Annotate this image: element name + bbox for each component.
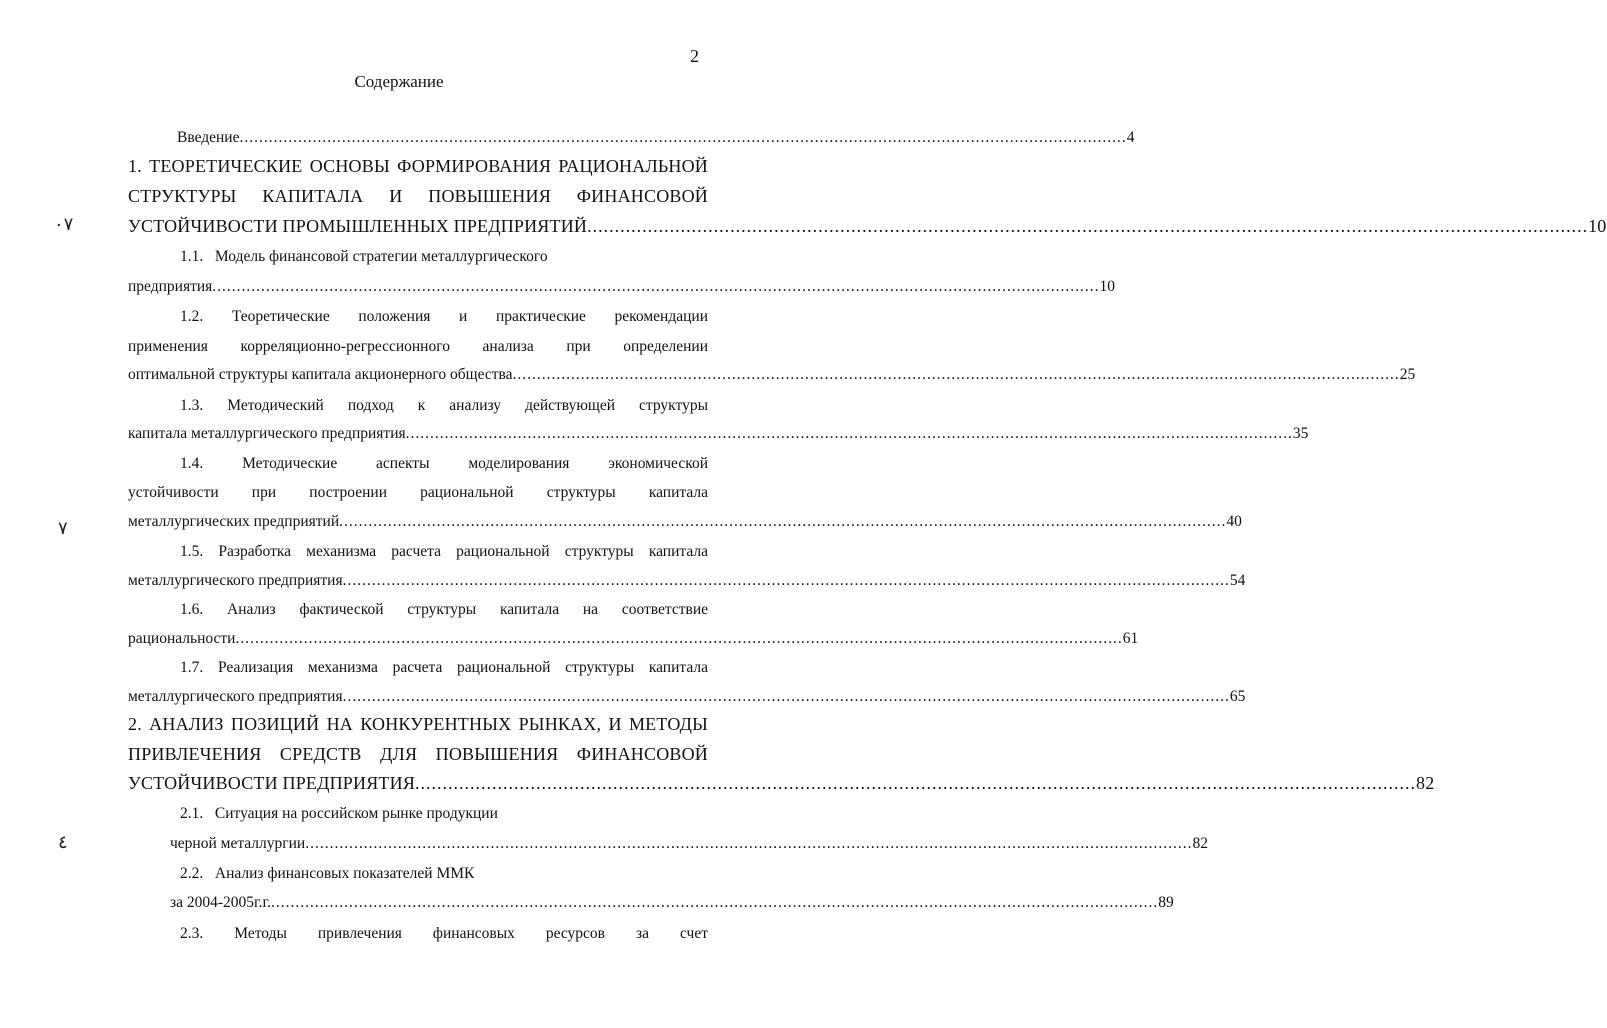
section-1-1-line-2 xyxy=(128,277,1116,297)
section-2-2-line-2 xyxy=(170,893,1174,913)
toc-page-number: 82 xyxy=(1192,835,1208,852)
chapter-1-heading-line-3 xyxy=(128,216,1607,236)
section-1-3-line-2 xyxy=(128,424,1309,444)
section-1-1-line-1: 1.1. Модель финансовой стратегии металлургического xyxy=(180,248,548,265)
toc-page-number: 10 xyxy=(1099,278,1116,295)
toc-page-number: 40 xyxy=(1226,513,1242,530)
toc-entry-text: за 2004-2005г.г. xyxy=(170,894,272,911)
section-1-4-line-2: устойчивости при построении рациональной структуры капитала xyxy=(128,484,708,501)
toc-entry-text: предприятия xyxy=(128,278,213,295)
toc-page-number: 89 xyxy=(1158,894,1174,911)
leader-dots: ...................................................................................................................................................................................... xyxy=(212,278,1100,295)
leader-dots: ...................................................................................................................................................................................... xyxy=(342,572,1230,589)
chapter-2-heading-line-3 xyxy=(128,773,1435,793)
chapter-1-heading-line-2: СТРУКТУРЫ КАПИТАЛА И ПОВЫШЕНИЯ ФИНАНСОВОЙ xyxy=(128,186,708,206)
section-1-7-line-1: 1.7. Реализация механизма расчета рациональной структуры капитала xyxy=(180,659,708,676)
section-1-4-line-3 xyxy=(128,512,1242,532)
toc-page-number: 25 xyxy=(1399,366,1416,383)
leader-dots: ...................................................................................................................................................................................... xyxy=(271,894,1159,911)
leader-dots: ...................................................................................................................................................................................... xyxy=(512,366,1400,383)
section-1-7-line-2 xyxy=(128,687,1246,707)
chapter-1-heading-line-1: 1. ТЕОРЕТИЧЕСКИЕ ОСНОВЫ ФОРМИРОВАНИЯ РАЦИОНАЛЬНОЙ xyxy=(128,156,708,176)
leader-dots: ...................................................................................................................................................................................... xyxy=(342,688,1230,705)
toc-page-number: 35 xyxy=(1292,425,1309,442)
section-2-1-line-2 xyxy=(170,834,1208,854)
toc-entry-text: УСТОЙЧИВОСТИ ПРЕДПРИЯТИЯ xyxy=(128,773,416,793)
section-2-2-line-1: 2.2. Анализ финансовых показателей ММК xyxy=(180,865,475,882)
toc-entry-text: рациональности xyxy=(128,630,236,647)
margin-mark: ٧ xyxy=(58,518,68,538)
leader-dots: ...................................................................................................................................................................................... xyxy=(587,216,1589,236)
toc-page-number: 61 xyxy=(1122,630,1139,647)
toc-entry-text: оптимальной структуры капитала акционерного общества xyxy=(128,366,513,383)
section-1-6-line-2 xyxy=(128,629,1139,649)
leader-dots: ...................................................................................................................................................................................... xyxy=(405,425,1293,442)
section-2-3-line-1: 2.3. Методы привлечения финансовых ресурсов за счет xyxy=(180,925,708,942)
leader-dots: ...................................................................................................................................................................................... xyxy=(239,129,1127,146)
toc-title: Содержание xyxy=(354,72,444,91)
toc-entry-text: УСТОЙЧИВОСТИ ПРОМЫШЛЕННЫХ ПРЕДПРИЯТИЙ xyxy=(128,216,588,236)
section-1-6-line-1: 1.6. Анализ фактической структуры капитала на соответствие xyxy=(180,601,708,618)
toc-entry-text: черной металлургии xyxy=(170,835,306,852)
section-1-2-line-1: 1.2. Теоретические положения и практические рекомендации xyxy=(180,308,708,325)
chapter-2-heading-line-2: ПРИВЛЕЧЕНИЯ СРЕДСТВ ДЛЯ ПОВЫШЕНИЯ ФИНАНСОВОЙ xyxy=(128,744,708,764)
toc-page-number: 54 xyxy=(1229,572,1246,589)
toc-page-number: 4 xyxy=(1126,129,1135,146)
toc-entry-text: металлургического предприятия xyxy=(128,688,343,705)
leader-dots: ...................................................................................................................................................................................... xyxy=(415,773,1417,793)
toc-entry-intro xyxy=(177,128,1135,148)
toc-page-number: 82 xyxy=(1416,773,1435,793)
toc-page-number: 10 xyxy=(1588,216,1607,236)
section-1-3-line-1: 1.3. Методический подход к анализу действующей структуры xyxy=(180,397,708,414)
section-1-5-line-2 xyxy=(128,571,1246,591)
section-1-2-line-3 xyxy=(128,365,1416,385)
section-2-1-line-1: 2.1. Ситуация на российском рынке продукции xyxy=(180,805,498,822)
leader-dots: ...................................................................................................................................................................................... xyxy=(305,835,1193,852)
toc-entry-text: капитала металлургического предприятия xyxy=(128,425,406,442)
chapter-2-heading-line-1: 2. АНАЛИЗ ПОЗИЦИЙ НА КОНКУРЕНТНЫХ РЫНКАХ, И МЕТОДЫ xyxy=(128,714,708,734)
toc-entry-text: Введение xyxy=(177,129,240,146)
section-1-4-line-1: 1.4. Методические аспекты моделирования экономической xyxy=(180,455,708,472)
section-1-5-line-1: 1.5. Разработка механизма расчета рациональной структуры капитала xyxy=(180,543,708,560)
toc-entry-text: металлургических предприятий xyxy=(128,513,340,530)
page-number: 2 xyxy=(690,46,699,66)
margin-mark: ٠٧ xyxy=(54,214,74,234)
margin-mark: ٤ xyxy=(58,832,68,852)
toc-entry-text: металлургического предприятия xyxy=(128,572,343,589)
leader-dots: ...................................................................................................................................................................................... xyxy=(339,513,1227,530)
section-1-2-line-2: применения корреляционно-регрессионного анализа при определении xyxy=(128,338,708,355)
leader-dots: ...................................................................................................................................................................................... xyxy=(235,630,1123,647)
toc-page-number: 65 xyxy=(1229,688,1246,705)
